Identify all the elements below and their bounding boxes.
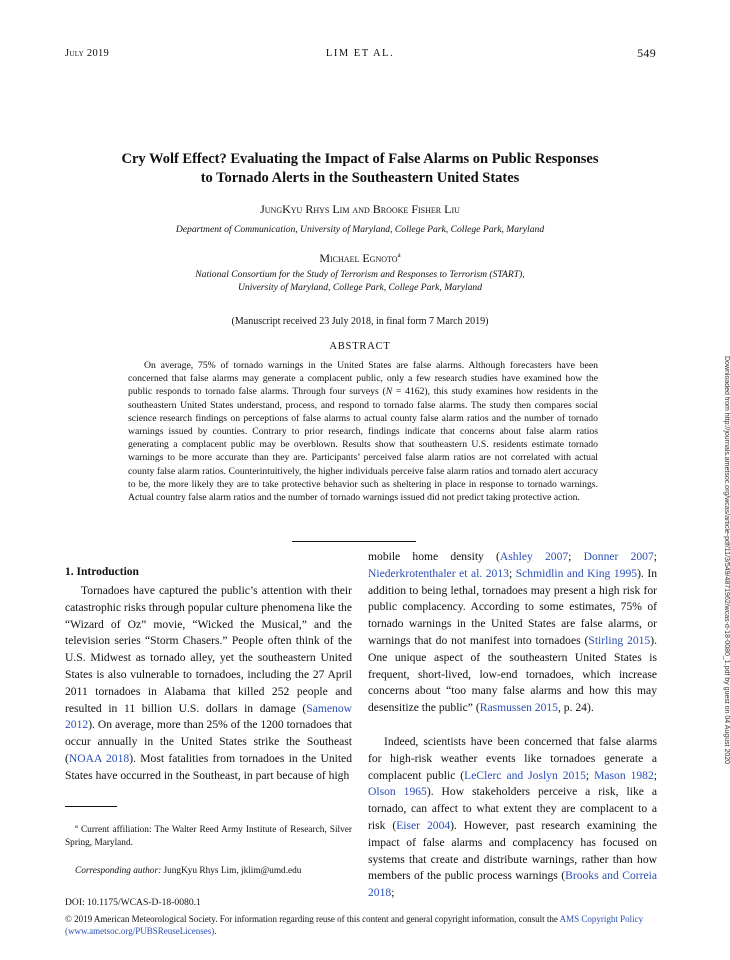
- paragraph-text: , p. 24).: [557, 701, 594, 715]
- citation-link[interactable]: Schmidlin and King 1995: [515, 566, 638, 580]
- paragraph-text: ). Most fatalities from tornadoes in the United States have occurred in the Southeast, in part because of high: [65, 751, 353, 782]
- author-name: Michael Egnoto: [319, 251, 398, 265]
- corresponding-contact: JungKyu Rhys Lim, jklim@umd.edu: [161, 866, 302, 876]
- author-list-1: JungKyu Rhys Lim and Brooke Fisher Liu: [260, 202, 460, 216]
- author-footnote-mark: a: [397, 251, 401, 259]
- doi: DOI: 10.1175/WCAS-D-18-0080.1: [65, 897, 201, 908]
- article-title: [60, 150, 660, 188]
- download-watermark: Downloaded from http://journals.ametsoc.org/wcas/article-pdf/11/3/549/4871962/wcas-d-18-0080_1.pdf by guest on 04 August 2020: [723, 356, 730, 765]
- affiliation-2-line-2: University of Maryland, College Park, College Park, Maryland: [237, 282, 483, 293]
- citation-link[interactable]: Donner 2007: [583, 550, 654, 563]
- paragraph-text: ). In addition to being lethal, tornadoes may present a high risk for public complacency. According to some estimates, 75% of tornado warnings in the United States are false alarms, or warnings that do not manifest into tornadoes (: [368, 566, 658, 647]
- paragraph-text: Indeed, scientists have been concerned that false alarms for high-risk weather events like tornadoes generate a complacent public (: [368, 735, 657, 782]
- paragraph-text: ). However, past research examining the impact of false alarms and complacency has focused on systems that create and distribute warnings, rather than how members of the public process warnings (: [368, 818, 657, 883]
- citation-link[interactable]: Samenow 2012: [65, 701, 352, 732]
- footnote-divider: [65, 806, 117, 807]
- citation-link[interactable]: Mason 1982: [594, 768, 654, 782]
- manuscript-dates: (Manuscript received 23 July 2018, in final form 7 March 2019): [231, 316, 489, 327]
- abstract-body: [128, 359, 598, 504]
- copyright-policy-link[interactable]: AMS Copyright Policy (www.ametsoc.org/PUBSReuseLicenses): [65, 914, 644, 936]
- citation-link[interactable]: Rasmussen 2015: [479, 701, 558, 715]
- right-column-paragraph-2: [368, 734, 657, 902]
- section-heading-introduction: 1. Introduction: [65, 566, 139, 578]
- abstract-text-2: = 4162), this study examines how residents in the southeastern United States understand, process, and respond to tornado false alarms. The study then compares social science research findings on perceptions of false alarms to actual county false alarm ratios and the number of tornado warnings issued by counties. Contrary to prior research, findings indicate that concerns about false alarm ratios generating a complacent public may be overblown. Results show that southeastern U.S. residents estimate tornado warnings to be more accurate than they are. Participants’ perceived false alarm ratios are not correlated with actual county false alarm ratios. Counterintuitively, the higher individuals perceive false alarm ratios and tornado alert accuracy to be, the more likely they are to take protective behavior such as sheltering in place in response to tornado warnings. Actual country false alarm ratios and the number of tornado warnings issued did not predict taking protective action.: [128, 386, 598, 504]
- affiliation-footnote: [65, 820, 352, 850]
- paragraph-text: ). On average, more than 25% of the 1200 tornadoes that occur annually in the United States strike the Southeast (: [65, 718, 352, 765]
- left-column-paragraph: [65, 583, 352, 785]
- author-list-2: [60, 251, 660, 266]
- title-line-2: to Tornado Alerts in the Southeastern United States: [200, 170, 520, 186]
- citation-link[interactable]: Niederkrotenthaler et al. 2013: [368, 566, 509, 580]
- page-number: 549: [637, 46, 656, 60]
- citation-link[interactable]: Brooks and Correia 2018: [368, 869, 657, 900]
- paragraph-text: ;: [391, 886, 395, 900]
- running-head-authors: LIM ET AL.: [325, 48, 395, 59]
- abstract-heading: ABSTRACT: [329, 341, 391, 352]
- separator: ;: [585, 768, 595, 782]
- corresponding-author: [65, 866, 352, 876]
- footnote-mark: a: [75, 823, 78, 830]
- copyright-end: .: [214, 926, 217, 936]
- right-column-paragraph-1: [368, 549, 657, 717]
- separator: ;: [653, 768, 658, 782]
- citation-link[interactable]: Ashley 2007: [499, 550, 569, 563]
- abstract-text-1: On average, 75% of tornado warnings in the United States are false alarms. Although forecasters have been concerned that false alarms may generate a complacent public, only a few research studies have examined how the public responds to tornado false alarms. Through four surveys (: [128, 360, 598, 398]
- paragraph-text: ). One unique aspect of the southeastern United States is frequent, short-lived, low-end tornadoes, which increase concerns about “too many false alarms and how this may desensitize the public” (: [368, 633, 657, 715]
- citation-link[interactable]: LeClerc and Joslyn 2015: [464, 768, 586, 782]
- affiliation-2: [60, 268, 660, 294]
- paragraph-text: Tornadoes have captured the public’s attention with their catastrophic risks through popular culture phenomena like the “Wizard of Oz” movie, “Wicked the Musical,” and the television series “Storm Chasers.” People often think of the U.S. Midwest as tornado alley, yet the southeastern United States is also vulnerable to tornadoes, including the 27 April 2011 tornadoes in Alabama that killed 252 people and resulted in 11 billion U.S. dollars in damage (: [65, 584, 352, 715]
- abstract-divider: [292, 541, 416, 542]
- citation-link[interactable]: Eiser 2004: [396, 818, 451, 832]
- affiliation-1: Department of Communication, University of Maryland, College Park, College Park, Maryland: [175, 224, 545, 235]
- copyright-notice: [65, 913, 660, 937]
- affiliation-2-line-1: National Consortium for the Study of Terrorism and Responses to Terrorism (START),: [195, 269, 525, 280]
- citation-link[interactable]: Olson 1965: [368, 785, 427, 799]
- running-head-date: July 2019: [65, 48, 110, 59]
- separator: ;: [568, 550, 584, 563]
- paragraph-text: mobile home density (: [368, 550, 500, 563]
- separator: ;: [508, 566, 516, 580]
- title-line-1: Cry Wolf Effect? Evaluating the Impact of False Alarms on Public Responses: [121, 151, 599, 167]
- citation-link[interactable]: NOAA 2018: [68, 751, 130, 765]
- corresponding-label: Corresponding author:: [75, 866, 162, 876]
- paragraph-text: ). How stakeholders perceive a risk, like a tornado, can affect to what extent they are complacent to a risk (: [368, 785, 657, 832]
- citation-link[interactable]: Stirling 2015: [588, 633, 651, 647]
- copyright-text: © 2019 American Meteorological Society. For information regarding reuse of this content and general copyright information, consult the: [65, 914, 560, 924]
- separator: ;: [653, 550, 658, 563]
- abstract-n-symbol: N: [385, 386, 393, 398]
- footnote-text: Current affiliation: The Walter Reed Army Institute of Research, Silver Spring, Maryland.: [65, 825, 352, 849]
